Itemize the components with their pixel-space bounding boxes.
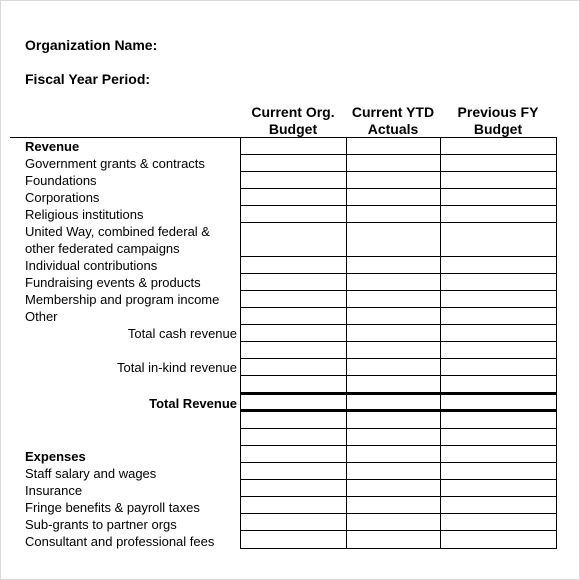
entry-cell-current-ytd-actuals[interactable] xyxy=(346,205,441,223)
entry-cell-current-org-budget[interactable] xyxy=(240,137,347,155)
entry-cell-current-ytd-actuals[interactable] xyxy=(346,393,441,411)
entry-cell-current-org-budget[interactable] xyxy=(240,496,347,514)
entry-cell-current-ytd-actuals[interactable] xyxy=(346,358,441,376)
entry-cell-current-ytd-actuals[interactable] xyxy=(346,445,441,463)
revenue-heading: Revenue xyxy=(25,139,80,154)
total-cash-revenue-label: Total cash revenue xyxy=(127,326,237,341)
entry-cell-previous-fy-budget[interactable] xyxy=(440,513,557,531)
column-header-previous-fy-budget: Previous FY Budget xyxy=(457,104,539,137)
entry-cell-current-ytd-actuals[interactable] xyxy=(346,273,441,291)
revenue-item-membership-program-income: Membership and program income xyxy=(25,292,220,307)
entry-cell-previous-fy-budget[interactable] xyxy=(440,324,557,342)
entry-cell-current-org-budget[interactable] xyxy=(240,256,347,274)
entry-cell-current-org-budget[interactable] xyxy=(240,445,347,463)
entry-cell-current-org-budget[interactable] xyxy=(240,188,347,206)
entry-cell-previous-fy-budget[interactable] xyxy=(440,411,557,429)
expense-item-sub-grants: Sub-grants to partner orgs xyxy=(25,517,177,532)
entry-cell-current-org-budget[interactable] xyxy=(240,530,347,549)
revenue-item-government-grants: Government grants & contracts xyxy=(25,156,205,171)
entry-cell-previous-fy-budget[interactable] xyxy=(440,222,557,257)
entry-cell-current-org-budget[interactable] xyxy=(240,154,347,172)
entry-cell-previous-fy-budget[interactable] xyxy=(440,479,557,497)
expense-item-fringe-benefits: Fringe benefits & payroll taxes xyxy=(25,500,200,515)
entry-cell-current-org-budget[interactable] xyxy=(240,375,347,393)
entry-cell-previous-fy-budget[interactable] xyxy=(440,445,557,463)
entry-cell-current-org-budget[interactable] xyxy=(240,273,347,291)
entry-cell-previous-fy-budget[interactable] xyxy=(440,307,557,325)
revenue-item-united-way-line1: United Way, combined federal & xyxy=(25,224,210,239)
revenue-item-united-way-line2: other federated campaigns xyxy=(25,241,180,256)
entry-cell-current-ytd-actuals[interactable] xyxy=(346,479,441,497)
entry-cell-previous-fy-budget[interactable] xyxy=(440,188,557,206)
entry-cell-current-org-budget[interactable] xyxy=(240,411,347,429)
entry-cell-current-ytd-actuals[interactable] xyxy=(346,222,441,257)
entry-cell-previous-fy-budget[interactable] xyxy=(440,462,557,480)
entry-cell-previous-fy-budget[interactable] xyxy=(440,341,557,359)
entry-cell-current-ytd-actuals[interactable] xyxy=(346,154,441,172)
total-revenue-label: Total Revenue xyxy=(149,396,237,411)
entry-cell-current-org-budget[interactable] xyxy=(240,290,347,308)
entry-cell-current-ytd-actuals[interactable] xyxy=(346,171,441,189)
entry-cell-current-org-budget[interactable] xyxy=(240,171,347,189)
expenses-heading: Expenses xyxy=(25,449,86,464)
expense-item-consultant-fees: Consultant and professional fees xyxy=(25,534,215,549)
column-header-current-ytd-actuals: Current YTD Actuals xyxy=(351,104,435,137)
entry-cell-current-org-budget[interactable] xyxy=(240,393,347,411)
revenue-item-individual-contributions: Individual contributions xyxy=(25,258,158,273)
revenue-item-other: Other xyxy=(25,309,58,324)
revenue-item-corporations: Corporations xyxy=(25,190,100,205)
entry-cell-current-org-budget[interactable] xyxy=(240,358,347,376)
entry-cell-previous-fy-budget[interactable] xyxy=(440,171,557,189)
organization-name-label: Organization Name: xyxy=(25,37,158,53)
entry-cell-previous-fy-budget[interactable] xyxy=(440,137,557,155)
expense-item-staff-salary: Staff salary and wages xyxy=(25,466,157,481)
entry-cell-current-org-budget[interactable] xyxy=(240,222,347,257)
entry-cell-current-ytd-actuals[interactable] xyxy=(346,428,441,446)
entry-cell-current-ytd-actuals[interactable] xyxy=(346,411,441,429)
entry-cell-current-org-budget[interactable] xyxy=(240,324,347,342)
entry-cell-previous-fy-budget[interactable] xyxy=(440,375,557,393)
entry-cell-previous-fy-budget[interactable] xyxy=(440,530,557,549)
revenue-item-foundations: Foundations xyxy=(25,173,97,188)
entry-cell-current-ytd-actuals[interactable] xyxy=(346,256,441,274)
entry-cell-current-org-budget[interactable] xyxy=(240,428,347,446)
entry-cell-current-ytd-actuals[interactable] xyxy=(346,137,441,155)
fiscal-year-period-label: Fiscal Year Period: xyxy=(25,71,151,87)
entry-cell-current-ytd-actuals[interactable] xyxy=(346,188,441,206)
entry-cell-current-ytd-actuals[interactable] xyxy=(346,324,441,342)
revenue-item-religious-institutions: Religious institutions xyxy=(25,207,144,222)
entry-cell-current-ytd-actuals[interactable] xyxy=(346,341,441,359)
entry-cell-current-org-budget[interactable] xyxy=(240,341,347,359)
entry-cell-previous-fy-budget[interactable] xyxy=(440,205,557,223)
entry-cell-current-ytd-actuals[interactable] xyxy=(346,496,441,514)
entry-cell-current-ytd-actuals[interactable] xyxy=(346,530,441,549)
entry-cell-previous-fy-budget[interactable] xyxy=(440,290,557,308)
entry-cell-previous-fy-budget[interactable] xyxy=(440,496,557,514)
entry-cell-current-org-budget[interactable] xyxy=(240,462,347,480)
entry-cell-previous-fy-budget[interactable] xyxy=(440,393,557,411)
revenue-item-fundraising-events: Fundraising events & products xyxy=(25,275,201,290)
entry-cell-current-ytd-actuals[interactable] xyxy=(346,307,441,325)
entry-cell-previous-fy-budget[interactable] xyxy=(440,256,557,274)
entry-cell-previous-fy-budget[interactable] xyxy=(440,273,557,291)
entry-cell-current-org-budget[interactable] xyxy=(240,307,347,325)
entry-cell-current-ytd-actuals[interactable] xyxy=(346,462,441,480)
entry-cell-current-ytd-actuals[interactable] xyxy=(346,513,441,531)
entry-cell-current-org-budget[interactable] xyxy=(240,513,347,531)
entry-cell-current-org-budget[interactable] xyxy=(240,479,347,497)
total-in-kind-revenue-label: Total in-kind revenue xyxy=(117,360,237,375)
expense-item-insurance: Insurance xyxy=(25,483,83,498)
entry-cell-previous-fy-budget[interactable] xyxy=(440,428,557,446)
entry-cell-previous-fy-budget[interactable] xyxy=(440,154,557,172)
entry-cell-current-org-budget[interactable] xyxy=(240,205,347,223)
entry-cell-current-ytd-actuals[interactable] xyxy=(346,375,441,393)
entry-cell-current-ytd-actuals[interactable] xyxy=(346,290,441,308)
entry-cell-previous-fy-budget[interactable] xyxy=(440,358,557,376)
column-header-current-org-budget: Current Org. Budget xyxy=(251,104,335,137)
